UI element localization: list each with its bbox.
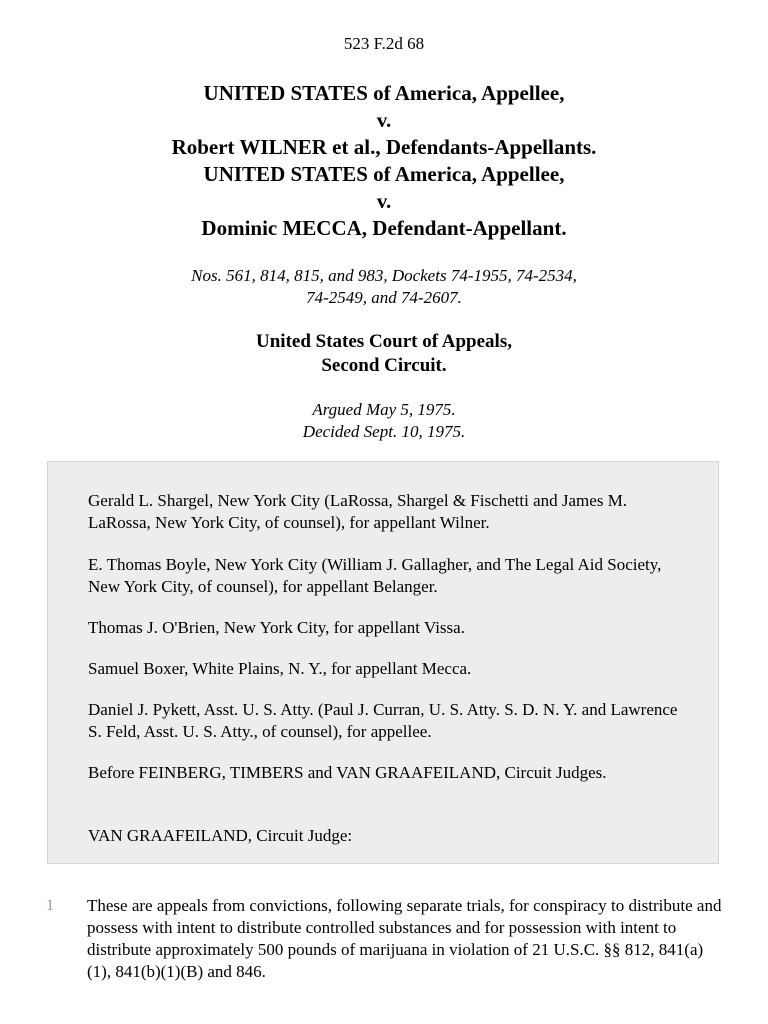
paragraph-number: 1 bbox=[46, 897, 54, 914]
counsel-entry-vissa: Thomas J. O'Brien, New York City, for appellant Vissa. bbox=[88, 618, 465, 637]
docket-line-2: 74-2549, and 74-2607. bbox=[306, 288, 462, 307]
argued-date: Argued May 5, 1975. bbox=[312, 400, 456, 419]
court-line-2: Second Circuit. bbox=[321, 355, 447, 376]
caption-line-appellee-2: UNITED STATES of America, Appellee, bbox=[203, 162, 565, 186]
decided-date: Decided Sept. 10, 1975. bbox=[302, 422, 466, 441]
counsel-entry-mecca: Samuel Boxer, White Plains, N. Y., for appellant Mecca. bbox=[88, 659, 472, 678]
panel-judges: Before FEINBERG, TIMBERS and VAN GRAAFEILAND, Circuit Judges. bbox=[88, 763, 607, 782]
case-caption bbox=[0, 80, 768, 242]
court-name bbox=[0, 330, 768, 378]
court-line-1: United States Court of Appeals, bbox=[256, 331, 512, 352]
counsel-entry-appellee: Daniel J. Pykett, Asst. U. S. Atty. (Paul J. Curran, U. S. Atty. S. D. N. Y. and Lawrence S. Feld, Asst. U. S. Atty., of counsel), for appellee. bbox=[88, 700, 678, 741]
docket-numbers bbox=[0, 265, 768, 309]
caption-line-versus-1: v. bbox=[376, 108, 392, 132]
caption-line-versus-2: v. bbox=[376, 189, 392, 213]
case-dates bbox=[0, 399, 768, 443]
citation: 523 F.2d 68 bbox=[343, 34, 425, 53]
caption-line-appellant: Dominic MECCA, Defendant-Appellant. bbox=[201, 216, 567, 240]
counsel-entry-belanger: E. Thomas Boyle, New York City (William J. Gallagher, and The Legal Aid Society, New York City, of counsel), for appellant Belanger. bbox=[88, 555, 662, 596]
docket-line-1: Nos. 561, 814, 815, and 983, Dockets 74-1955, 74-2534, bbox=[191, 266, 577, 285]
caption-line-appellants: Robert WILNER et al., Defendants-Appellants. bbox=[171, 135, 597, 159]
caption-line-appellee-1: UNITED STATES of America, Appellee, bbox=[203, 81, 565, 105]
counsel-section bbox=[47, 461, 719, 864]
paragraph-text: These are appeals from convictions, following separate trials, for conspiracy to distribute and possess with intent to distribute controlled substances and for possession with intent to distribute approximately 500 pounds of marijuana in violation of 21 U.S.C. §§ 812, 841(a)(1), 841(b)(1)(B) and 846. bbox=[87, 896, 722, 981]
opinion-author: VAN GRAAFEILAND, Circuit Judge: bbox=[88, 826, 353, 845]
counsel-entry-wilner: Gerald L. Shargel, New York City (LaRossa, Shargel & Fischetti and James M. LaRossa, New York City, of counsel), for appellant Wilner. bbox=[88, 491, 628, 532]
